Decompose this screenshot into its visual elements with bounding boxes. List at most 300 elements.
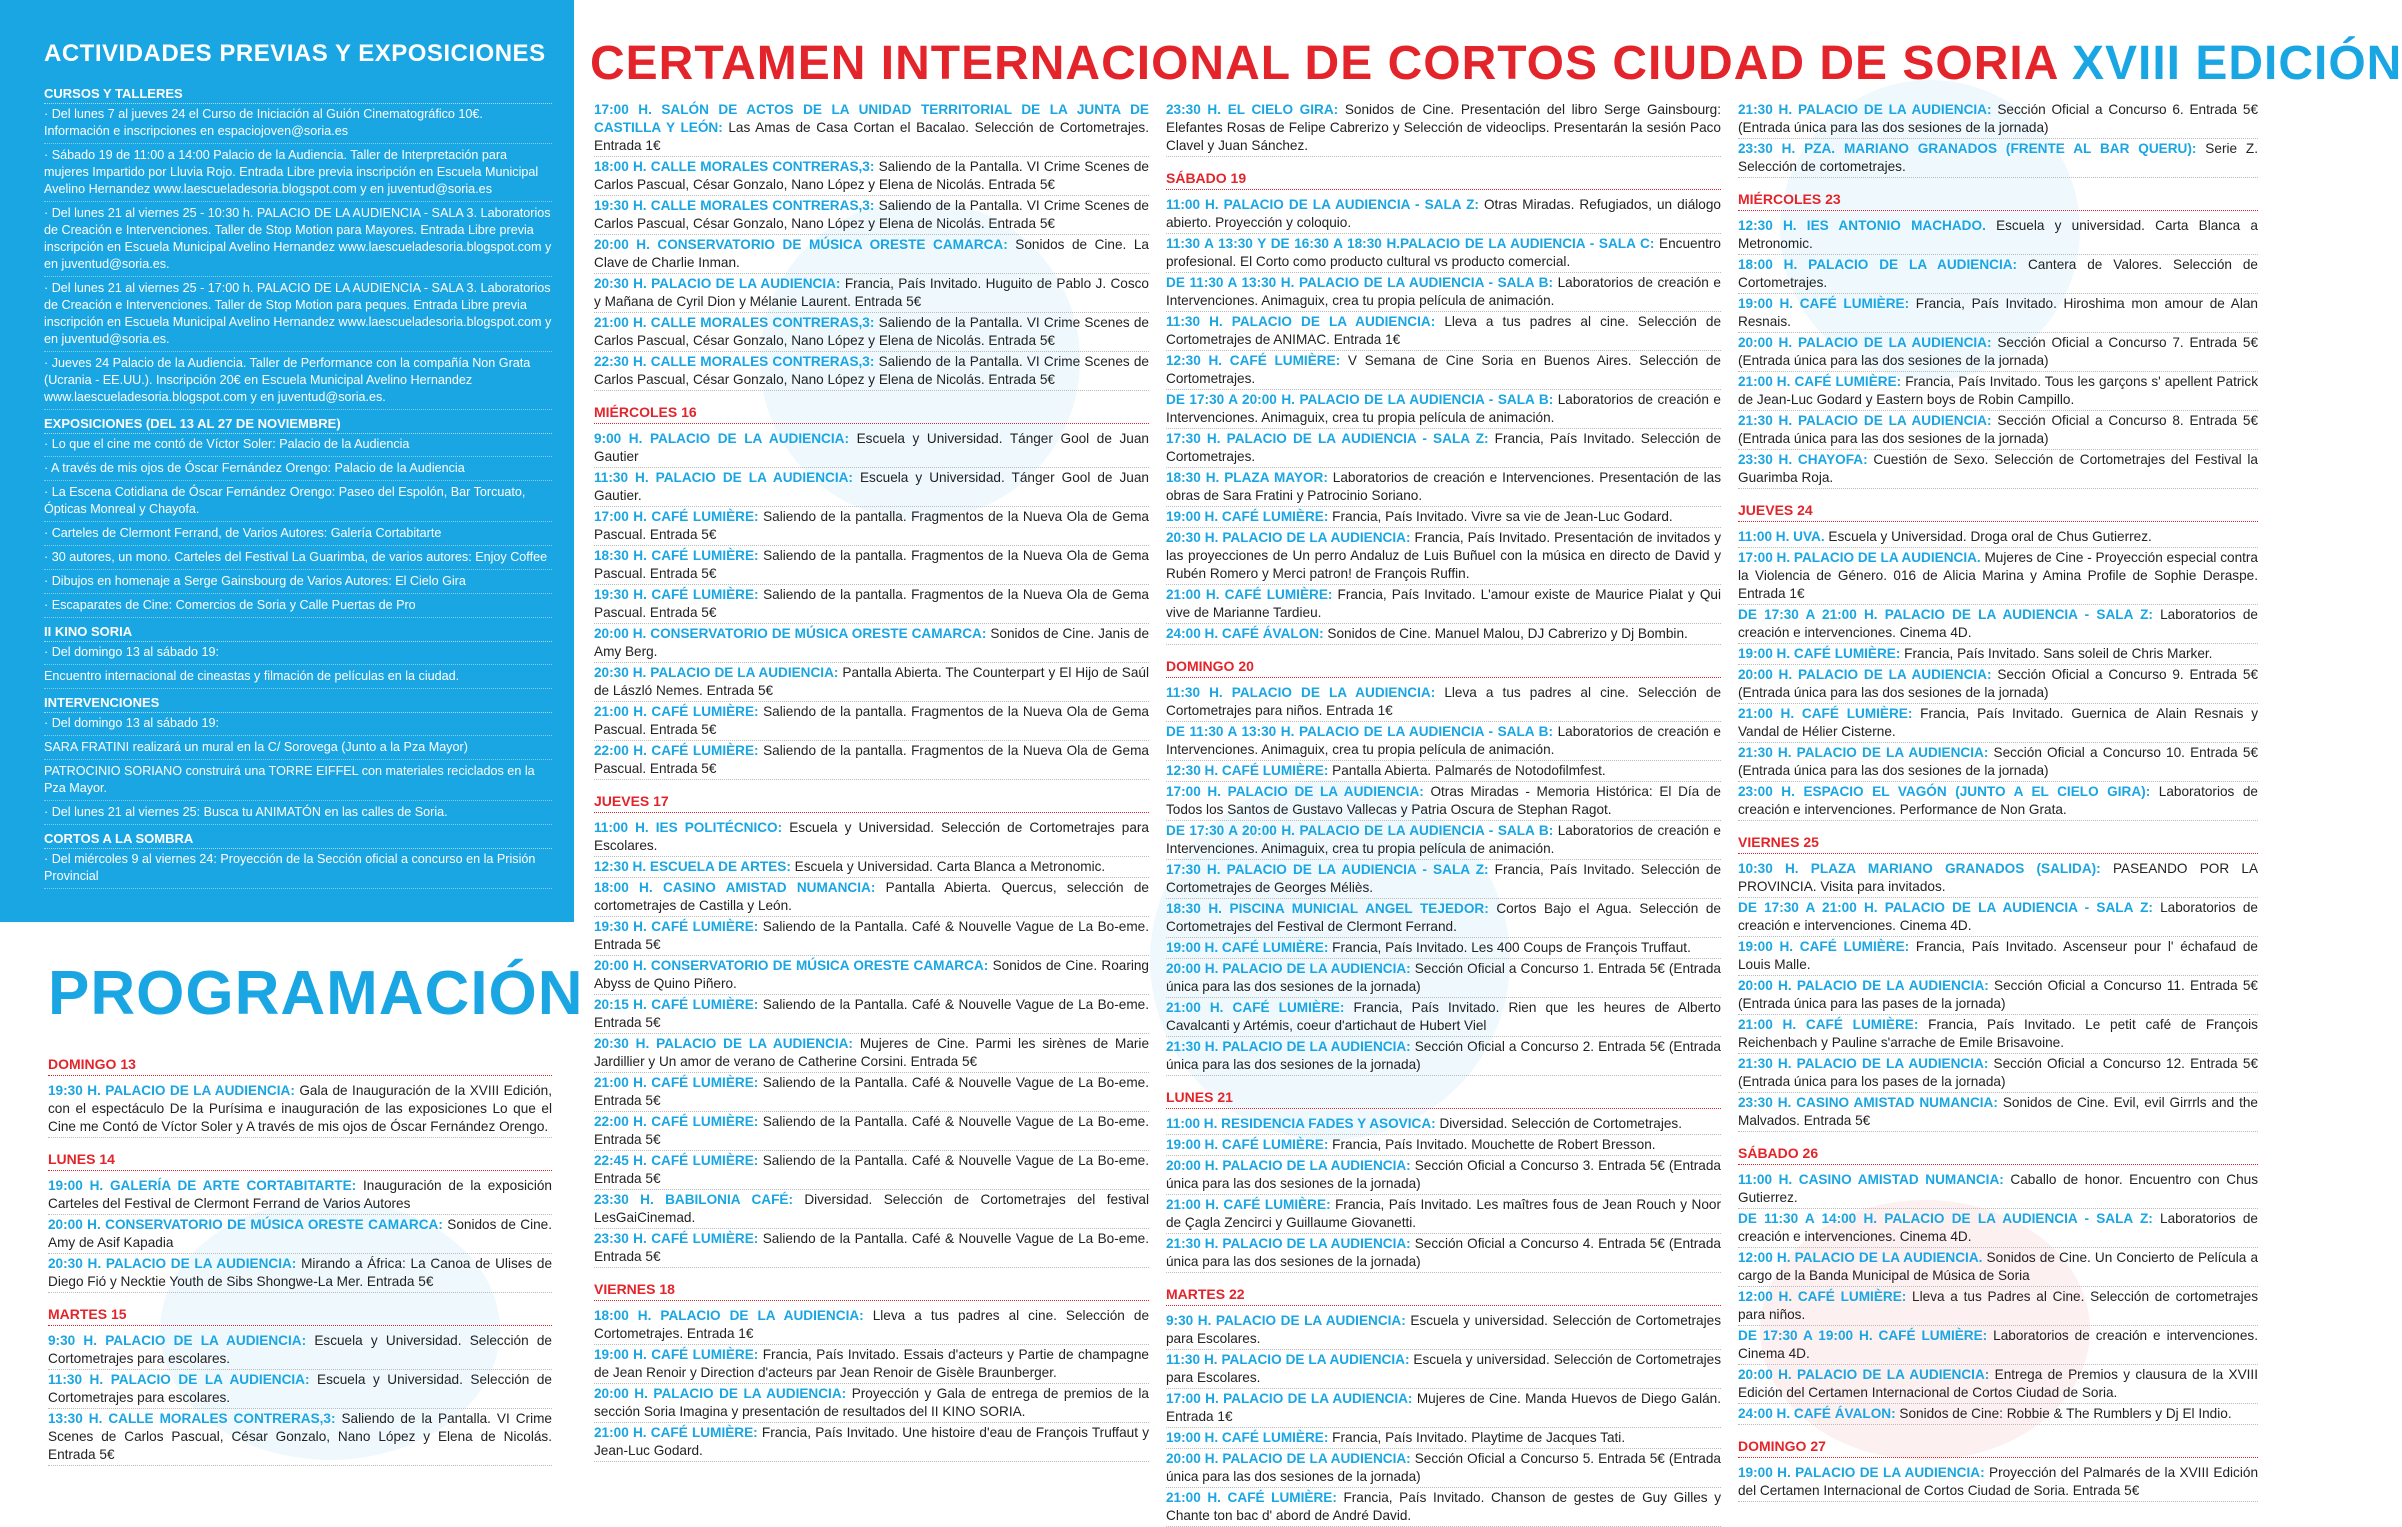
event-description: Pantalla Abierta. Palmarés de Notodofilmfest. <box>1328 763 1606 778</box>
activity-item: · Del domingo 13 al sábado 19: <box>44 715 552 736</box>
schedule-event <box>594 702 1149 741</box>
schedule-event <box>1166 899 1721 938</box>
schedule-event <box>1738 1170 2258 1209</box>
activity-item: Encuentro internacional de cineastas y filmación de películas en la ciudad. <box>44 668 552 689</box>
event-description: Cantera de Valores. Selección de Cortometrajes. <box>1738 257 2258 290</box>
event-time-venue: 21:00 H. CAFÉ LUMIÈRE: <box>1166 587 1333 602</box>
event-time-venue: 13:30 H. CALLE MORALES CONTRERAS,3: <box>48 1411 336 1426</box>
event-description: Saliendo de la pantalla. Fragmentos de la Nueva Ola de Gema Pascual. Entrada 5€ <box>594 548 1149 581</box>
schedule-event <box>1166 1195 1721 1234</box>
schedule-event <box>594 468 1149 507</box>
event-time-venue: 12:00 H. PALACIO DE LA AUDIENCIA. <box>1738 1250 1983 1265</box>
event-time-venue: 11:00 H. CASINO AMISTAD NUMANCIA: <box>1738 1172 2004 1187</box>
event-description: Inauguración de la exposición Carteles del Festival de Clermont Ferrand de Varios Autores <box>48 1178 552 1211</box>
event-time-venue: 12:30 H. CAFÉ LUMIÈRE: <box>1166 763 1329 778</box>
schedule-event <box>1166 1234 1721 1273</box>
event-description: Lleva a tus padres al cine. Selección de Cortometrajes. Entrada 1€ <box>594 1308 1150 1341</box>
day-heading: MIÉRCOLES 23 <box>1738 190 2258 211</box>
event-time-venue: 19:00 H. CAFÉ LUMIÈRE: <box>1166 940 1329 955</box>
schedule-event <box>1166 1428 1721 1449</box>
event-time-venue: 21:00 H. CAFÉ LUMIÈRE: <box>1738 706 1913 721</box>
event-time-venue: DE 17:30 A 20:00 H. PALACIO DE LA AUDIENCIA - SALA B: <box>1166 823 1554 838</box>
event-description: Sección Oficial a Concurso 5. Entrada 5€ (Entrada única para las dos sesiones de la jornada) <box>1166 1451 1721 1484</box>
event-description: PASEANDO POR LA PROVINCIA. Visita para invitados. <box>1738 861 2259 894</box>
event-description: Serie Z. Selección de cortometrajes. <box>1738 141 2258 174</box>
event-description: Francia, País Invitado. Selección de Cortometrajes. <box>1166 431 1721 464</box>
programacion-panel <box>0 922 584 1489</box>
event-time-venue: 19:30 H. PALACIO DE LA AUDIENCIA: <box>48 1083 295 1098</box>
activity-item: PATROCINIO SORIANO construirá una TORRE EIFFEL con materiales reciclados en la Pza Mayor. <box>44 763 552 801</box>
schedule-event <box>1166 1449 1721 1488</box>
event-description: Mirando a África: La Canoa de Ulises de Diego Fió y Necktie Youth de Sibs Shongwe-La Mer. Entrada 5€ <box>48 1256 553 1289</box>
event-description: Escuela y Universidad. Selección de Cortometrajes para escolares. <box>48 1372 552 1405</box>
event-description: Sección Oficial a Concurso 10. Entrada 5€ (Entrada única para las dos sesiones de la jornada) <box>1738 745 2258 778</box>
schedule-event <box>1166 195 1721 234</box>
activity-item: · La Escena Cotidiana de Óscar Fernández Orengo: Paseo del Espolón, Bar Torcuato, Ópticas Monreal y Chayofa. <box>44 484 552 522</box>
event-time-venue: 19:30 H. CAFÉ LUMIÈRE: <box>594 919 759 934</box>
event-time-venue: 21:30 H. PALACIO DE LA AUDIENCIA: <box>1738 413 1992 428</box>
schedule-event <box>594 1034 1149 1073</box>
schedule-event <box>1738 548 2258 605</box>
event-time-venue: 20:00 H. PALACIO DE LA AUDIENCIA: <box>1738 1367 1990 1382</box>
schedule-event <box>1166 1311 1721 1350</box>
day-heading: SÁBADO 19 <box>1166 169 1721 190</box>
schedule-event <box>1166 468 1721 507</box>
event-time-venue: 21:30 H. PALACIO DE LA AUDIENCIA: <box>1166 1039 1411 1054</box>
event-time-venue: 20:30 H. PALACIO DE LA AUDIENCIA: <box>1166 530 1411 545</box>
schedule-event <box>1166 273 1721 312</box>
schedule-column <box>48 1055 552 1466</box>
schedule-event <box>1738 1054 2258 1093</box>
event-description: Francia, País Invitado. Hiroshima mon amour de Alan Resnais. <box>1738 296 2258 329</box>
event-description: Saliendo de la pantalla. Fragmentos de la Nueva Ola de Gema Pascual. Entrada 5€ <box>594 509 1149 542</box>
event-time-venue: 11:30 H. PALACIO DE LA AUDIENCIA: <box>594 470 853 485</box>
event-time-venue: 23:30 H. PZA. MARIANO GRANADOS (FRENTE AL BAR QUERU): <box>1738 141 2197 156</box>
event-time-venue: 11:30 H. PALACIO DE LA AUDIENCIA: <box>48 1372 310 1387</box>
schedule-event <box>1738 704 2258 743</box>
event-description: Saliendo de la Pantalla. VI Crime Scenes de Carlos Pascual, César Gonzalo, Nano López y Elena de Nicolás. Entrada 5€ <box>594 159 1149 192</box>
event-time-venue: 11:30 A 13:30 Y DE 16:30 A 18:30 H.PALACIO DE LA AUDIENCIA - SALA C: <box>1166 236 1655 251</box>
event-description: Entrega de Premios y clausura de la XVIII Edición del Certamen Internacional de Cortos Ciudad de Soria. <box>1738 1367 2258 1400</box>
schedule-event <box>1738 450 2258 489</box>
event-time-venue: 20:00 H. PALACIO DE LA AUDIENCIA: <box>594 1386 847 1401</box>
activity-item: · Lo que el cine me contó de Víctor Soler: Palacio de la Audiencia <box>44 436 552 457</box>
event-description: Francia, País Invitado. Guernica de Alain Resnais y Vandal de Hélier Cisterne. <box>1738 706 2258 739</box>
event-time-venue: 20:00 H. PALACIO DE LA AUDIENCIA: <box>1738 335 1992 350</box>
event-time-venue: 20:00 H. PALACIO DE LA AUDIENCIA: <box>1738 667 1992 682</box>
schedule-event <box>594 274 1149 313</box>
event-description: Sonidos de Cine. Presentación del libro Serge Gainsbourg: Elefantes Rosas de Felipe Cabrerizo y Selección de videoclips. Presentarán la sesión Paco Clavel y Juan Sánchez. <box>1166 102 1721 153</box>
event-description: Francia, País Invitado. Chanson de gestes de Guy Gilles y Chante ton bac d' abord de André David. <box>1166 1490 1721 1523</box>
event-time-venue: 18:00 H. PALACIO DE LA AUDIENCIA: <box>594 1308 864 1323</box>
schedule-event <box>594 1112 1149 1151</box>
schedule-event <box>1166 507 1721 528</box>
event-time-venue: DE 17:30 A 20:00 H. PALACIO DE LA AUDIENCIA - SALA B: <box>1166 392 1554 407</box>
activity-item: · Del lunes 21 al viernes 25: Busca tu ANIMATÓN en las calles de Soria. <box>44 804 552 825</box>
event-time-venue: 17:30 H. PALACIO DE LA AUDIENCIA - SALA Z: <box>1166 431 1489 446</box>
event-description: Francia, País Invitado. L'amour existe de Maurice Pialat y Qui vive de Marianne Tardieu. <box>1166 587 1721 620</box>
schedule-event <box>594 313 1149 352</box>
schedule-event <box>48 1370 552 1409</box>
schedule-event <box>594 429 1149 468</box>
schedule-event <box>1166 1135 1721 1156</box>
day-heading: LUNES 21 <box>1166 1088 1721 1109</box>
event-description: Laboratorios de creación e intervenciones. Cinema 4D. <box>1738 900 2258 933</box>
schedule-event <box>1166 821 1721 860</box>
schedule-event <box>1738 100 2258 139</box>
event-time-venue: 20:00 H. PALACIO DE LA AUDIENCIA: <box>1166 1158 1411 1173</box>
schedule-event <box>1166 585 1721 624</box>
event-description: Sección Oficial a Concurso 8. Entrada 5€ (Entrada única para las dos sesiones de la jornada) <box>1738 413 2259 446</box>
event-description: Escuela y universidad. Selección de Cortometrajes para Escolares. <box>1166 1352 1722 1385</box>
event-time-venue: 9:00 H. PALACIO DE LA AUDIENCIA: <box>594 431 849 446</box>
event-description: Pantalla Abierta. Quercus, selección de cortometrajes de Castilla y León. <box>594 880 1149 913</box>
event-description: Lleva a tus padres al cine. Selección de Cortometrajes de ANIMAC. Entrada 1€ <box>1166 314 1722 347</box>
event-time-venue: 11:00 H. UVA. <box>1738 529 1825 544</box>
event-time-venue: 11:00 H. RESIDENCIA FADES Y ASOVICA: <box>1166 1116 1436 1131</box>
schedule-event <box>594 1306 1149 1345</box>
day-heading: SÁBADO 26 <box>1738 1144 2258 1165</box>
event-description: Saliendo de la Pantalla. VI Crime Scenes de Carlos Pascual, César Gonzalo, Nano López y Elena de Nicolás. Entrada 5€ <box>594 315 1149 348</box>
event-description: Saliendo de la Pantalla. Café & Nouvelle Vague de La Bo-eme. Entrada 5€ <box>594 1231 1149 1264</box>
day-heading: JUEVES 24 <box>1738 501 2258 522</box>
event-time-venue: 19:00 H. GALERÍA DE ARTE CORTABITARTE: <box>48 1178 357 1193</box>
event-time-venue: 23:30 H. CASINO AMISTAD NUMANCIA: <box>1738 1095 1998 1110</box>
event-description: Diversidad. Selección de Cortometrajes. <box>1435 1116 1682 1131</box>
event-time-venue: 11:30 H. PALACIO DE LA AUDIENCIA: <box>1166 1352 1410 1367</box>
schedule-event <box>1166 1389 1721 1428</box>
event-time-venue: 24:00 H. CAFÉ ÁVALON: <box>1738 1406 1896 1421</box>
event-time-venue: 19:00 H. CAFÉ LUMIÈRE: <box>1738 296 1910 311</box>
event-time-venue: 21:30 H. PALACIO DE LA AUDIENCIA: <box>1738 745 1989 760</box>
event-description: Gala de Inauguración de la XVIII Edición, con el espectáculo De la Purísima e inauguración de las exposiciones Lo que el Cine me Contó de Víctor Soler y A través de mis ojos de Óscar Fernández Orengo. <box>48 1083 553 1134</box>
event-description: Francia, País Invitado. Mouchette de Robert Bresson. <box>1328 1137 1656 1152</box>
day-heading: DOMINGO 27 <box>1738 1437 2258 1458</box>
schedule-event <box>1738 937 2258 976</box>
day-heading: JUEVES 17 <box>594 792 1149 813</box>
event-time-venue: DE 11:30 A 13:30 H. PALACIO DE LA AUDIENCIA - SALA B: <box>1166 275 1554 290</box>
event-description: Sonidos de Cine. Amy de Asif Kapadia <box>48 1217 552 1250</box>
activities-section-title: CORTOS A LA SOMBRA <box>44 831 552 849</box>
event-time-venue: 11:30 H. PALACIO DE LA AUDIENCIA: <box>1166 314 1436 329</box>
event-time-venue: 17:00 H. CAFÉ LUMIÈRE: <box>594 509 759 524</box>
event-time-venue: DE 17:30 A 21:00 H. PALACIO DE LA AUDIENCIA - SALA Z: <box>1738 900 2153 915</box>
schedule-column <box>1738 100 2259 1498</box>
event-time-venue: 21:00 H. CAFÉ LUMIÈRE: <box>1166 1197 1331 1212</box>
event-time-venue: 18:30 H. PISCINA MUNICIAL ANGEL TEJEDOR: <box>1166 901 1489 916</box>
schedule-column <box>594 100 1149 1480</box>
event-description: Mujeres de Cine - Proyección especial contra la Violencia de Género. 016 de Alicia Marina y Amina Profile de Sophie Deraspe. Entrada 1€ <box>1738 550 2258 601</box>
activities-section-title: INTERVENCIONES <box>44 695 552 713</box>
schedule-event <box>594 917 1149 956</box>
day-heading: VIERNES 18 <box>594 1280 1149 1301</box>
event-time-venue: 21:00 H. CAFÉ LUMIÈRE: <box>594 1425 758 1440</box>
schedule-event <box>1738 1093 2258 1132</box>
schedule-event <box>1738 527 2258 548</box>
schedule-event <box>1738 1404 2258 1425</box>
schedule-event <box>1738 605 2258 644</box>
schedule-event <box>594 196 1149 235</box>
event-time-venue: 20:00 H. PALACIO DE LA AUDIENCIA: <box>1166 1451 1411 1466</box>
event-time-venue: 20:30 H. PALACIO DE LA AUDIENCIA: <box>594 665 839 680</box>
event-time-venue: 20:00 H. CONSERVATORIO DE MÚSICA ORESTE CAMARCA: <box>594 237 1008 252</box>
schedule-event <box>594 1151 1149 1190</box>
event-description: Laboratorios de creación e Intervenciones. Animaguix, crea tu propia película de animación. <box>1166 823 1721 856</box>
event-time-venue: 21:00 H. CAFÉ LUMIÈRE: <box>594 1075 759 1090</box>
event-description: Laboratorios de creación e intervenciones. Cinema 4D. <box>1738 607 2258 640</box>
event-description: Saliendo de la Pantalla. Café & Nouvelle Vague de La Bo-eme. Entrada 5€ <box>594 1114 1149 1147</box>
schedule-event <box>594 1229 1149 1268</box>
schedule-event <box>1738 411 2258 450</box>
schedule-column <box>1166 100 1722 1523</box>
event-time-venue: DE 17:30 A 21:00 H. PALACIO DE LA AUDIENCIA - SALA Z: <box>1738 607 2153 622</box>
event-time-venue: 17:00 H. SALÓN DE ACTOS DE LA UNIDAD TERRITORIAL DE LA JUNTA DE CASTILLA Y LEÓN: <box>594 102 1149 135</box>
schedule-event <box>594 995 1149 1034</box>
schedule-event <box>1166 761 1721 782</box>
event-description: Proyección del Palmarés de la XVIII Edición del Certamen Internacional de Cortos Ciudad de Soria. Entrada 5€ <box>1738 1465 2258 1498</box>
activities-sections <box>44 86 552 889</box>
activities-panel <box>0 0 574 922</box>
day-heading: DOMINGO 20 <box>1166 657 1721 678</box>
event-description: Mujeres de Cine. Manda Huevos de Diego Galán. Entrada 1€ <box>1166 1391 1722 1424</box>
event-time-venue: 18:30 H. CAFÉ LUMIÈRE: <box>594 548 759 563</box>
schedule-event <box>594 585 1149 624</box>
event-time-venue: 22:30 H. CALLE MORALES CONTRERAS,3: <box>594 354 875 369</box>
schedule-event <box>1738 1365 2258 1404</box>
event-time-venue: 10:30 H. PLAZA MARIANO GRANADOS (SALIDA): <box>1738 861 2101 876</box>
schedule-event <box>48 1176 552 1215</box>
event-time-venue: 19:00 H. CAFÉ LUMIÈRE: <box>1738 939 1910 954</box>
event-description: Francia, País Invitado. Sans soleil de Chris Marker. <box>1900 646 2213 661</box>
event-time-venue: 22:00 H. CAFÉ LUMIÈRE: <box>594 743 759 758</box>
event-description: Saliendo de la pantalla. Fragmentos de la Nueva Ola de Gema Pascual. Entrada 5€ <box>594 743 1149 776</box>
event-description: Lleva a tus Padres al Cine. Selección de cortometrajes para niños. <box>1738 1289 2258 1322</box>
activities-section-title: II KINO SORIA <box>44 624 552 642</box>
event-description: Proyección y Gala de entrega de premios de la sección Soria Imagina y presentación de resultados del II KINO SORIA. <box>594 1386 1149 1419</box>
activity-item: · Del miércoles 9 al viernes 24: Proyección de la Sección oficial a concurso en la Prisión Provincial <box>44 851 552 889</box>
event-description: Sección Oficial a Concurso 9. Entrada 5€ (Entrada única para las dos sesiones de la jornada) <box>1738 667 2259 700</box>
event-time-venue: 9:30 H. PALACIO DE LA AUDIENCIA: <box>48 1333 307 1348</box>
festival-name: CERTAMEN INTERNACIONAL DE CORTOS CIUDAD DE SORIA <box>590 37 2058 90</box>
event-description: Sección Oficial a Concurso 6. Entrada 5€ (Entrada única para las dos sesiones de la jornada) <box>1738 102 2259 135</box>
event-time-venue: 21:30 H. PALACIO DE LA AUDIENCIA: <box>1738 102 1992 117</box>
schedule-event <box>1166 722 1721 761</box>
event-description: Francia, País Invitado. Playtime de Jacques Tati. <box>1328 1430 1626 1445</box>
schedule-event <box>1166 998 1721 1037</box>
schedule-event <box>1738 1015 2258 1054</box>
edition-label: XVIII EDICIÓN <box>2071 37 2402 90</box>
schedule-event <box>594 818 1149 857</box>
event-time-venue: 20:00 H. CONSERVATORIO DE MÚSICA ORESTE CAMARCA: <box>48 1217 443 1232</box>
activity-item: · Del lunes 7 al jueves 24 el Curso de Iniciación al Guión Cinematográfico 10€. Información e inscripciones en espaciojoven@soria.es <box>44 106 552 144</box>
event-time-venue: 21:00 H. CAFÉ LUMIÈRE: <box>594 704 759 719</box>
event-time-venue: 12:30 H. IES ANTONIO MACHADO. <box>1738 218 1986 233</box>
event-description: Otras Miradas - Memoria Histórica: El Día de Todos los Santos de Gustavo Vallecas y Patria Oscura de Stephan Ragot. <box>1166 784 1721 817</box>
event-description: Sonidos de Cine: Robbie & The Rumblers y Dj El Indio. <box>1895 1406 2232 1421</box>
event-description: Sonidos de Cine. Manuel Malou, DJ Cabrerizo y Dj Bombin. <box>1323 626 1688 641</box>
schedule-event <box>594 1190 1149 1229</box>
activity-item: · Del lunes 21 al viernes 25 - 17:00 h. PALACIO DE LA AUDIENCIA - SALA 3. Laboratorios de Creación e Intervenciones. Taller de Stop Motion para peques. Entrada Libre previa inscripción en Escuela Municipal Avelino Hernandez www.laescueladesoria.blogspot.com y en juventud@soria.es. <box>44 280 552 352</box>
schedule-event <box>48 1331 552 1370</box>
event-time-venue: 19:00 H. CAFÉ LUMIÈRE: <box>1738 646 1901 661</box>
event-description: Saliendo de la Pantalla. Café & Nouvelle Vague de La Bo-eme. Entrada 5€ <box>594 919 1149 952</box>
schedule-event <box>1738 782 2258 821</box>
event-description: Pantalla Abierta. The Counterpart y El Hijo de Saúl de László Nemes. Entrada 5€ <box>594 665 1150 698</box>
event-time-venue: 19:30 H. CALLE MORALES CONTRERAS,3: <box>594 198 875 213</box>
page-title <box>590 36 2402 91</box>
event-time-venue: 11:30 H. PALACIO DE LA AUDIENCIA: <box>1166 685 1436 700</box>
event-description: Francia, País Invitado. Rien que les heures de Alberto Cavalcanti y Artémis, coeur d'artichaut de Hubert Viel <box>1166 1000 1721 1033</box>
event-description: Encuentro profesional. El Corto como producto cultural vs producto comercial. <box>1166 236 1721 269</box>
schedule-event <box>594 235 1149 274</box>
event-time-venue: 23:30 H. CAFÉ LUMIÈRE: <box>594 1231 759 1246</box>
activities-section-title: CURSOS Y TALLERES <box>44 86 552 104</box>
schedule-event <box>1738 1463 2258 1502</box>
day-heading: LUNES 14 <box>48 1150 552 1171</box>
schedule-event <box>594 1073 1149 1112</box>
schedule-event <box>594 624 1149 663</box>
event-description: Saliendo de la Pantalla. Café & Nouvelle Vague de La Bo-eme. Entrada 5€ <box>594 997 1149 1030</box>
programacion-title: PROGRAMACIÓN <box>48 959 584 1028</box>
schedule-event <box>1738 976 2258 1015</box>
schedule-event <box>1738 743 2258 782</box>
event-description: Escuela y universidad. Selección de Cortometrajes para Escolares. <box>1166 1313 1721 1346</box>
schedule-event <box>594 878 1149 917</box>
day-heading: MIÉRCOLES 16 <box>594 403 1149 424</box>
event-description: Cortos Bajo el Agua. Selección de Cortometrajes del Festival de Clermont Ferrand. <box>1166 901 1721 934</box>
event-time-venue: 18:00 H. PALACIO DE LA AUDIENCIA: <box>1738 257 2018 272</box>
event-description: Sección Oficial a Concurso 11. Entrada 5€ (Entrada única para las pases de la jornada) <box>1738 978 2258 1011</box>
event-time-venue: 11:00 H. IES POLITÉCNICO: <box>594 820 783 835</box>
schedule-event <box>1738 216 2258 255</box>
event-time-venue: 18:00 H. CASINO AMISTAD NUMANCIA: <box>594 880 876 895</box>
event-description: Laboratorios de creación e Intervenciones. Animaguix, crea tu propia película de animación. <box>1166 392 1721 425</box>
schedule-event <box>48 1215 552 1254</box>
schedule-event <box>1738 898 2258 937</box>
schedule-event <box>1166 1156 1721 1195</box>
event-time-venue: 20:15 H. CAFÉ LUMIÈRE: <box>594 997 759 1012</box>
event-time-venue: 19:00 H. PALACIO DE LA AUDIENCIA: <box>1738 1465 1985 1480</box>
event-description: Saliendo de la Pantalla. VI Crime Scenes de Carlos Pascual, César Gonzalo, Nano López y Elena de Nicolás. Entrada 5€ <box>594 354 1149 387</box>
event-time-venue: 21:00 H. CAFÉ LUMIÈRE: <box>1166 1490 1337 1505</box>
event-time-venue: DE 11:30 A 13:30 H. PALACIO DE LA AUDIENCIA - SALA B: <box>1166 724 1554 739</box>
event-description: Sección Oficial a Concurso 1. Entrada 5€ (Entrada única para las dos sesiones de la jornada) <box>1166 961 1721 994</box>
event-time-venue: 21:00 H. CALLE MORALES CONTRERAS,3: <box>594 315 875 330</box>
event-time-venue: 19:00 H. CAFÉ LUMIÈRE: <box>594 1347 759 1362</box>
schedule-event <box>1166 782 1721 821</box>
event-time-venue: 21:00 H. CAFÉ LUMIÈRE: <box>1738 1017 1919 1032</box>
event-time-venue: DE 17:30 A 19:00 H. CAFÉ LUMIÈRE: <box>1738 1328 1988 1343</box>
schedule-event <box>1166 312 1721 351</box>
event-description: Escuela y universidad. Carta Blanca a Metronomic. <box>1738 218 2258 251</box>
event-description: Sonidos de Cine. Janis de Amy Berg. <box>594 626 1150 659</box>
event-description: Francia, País Invitado. Vivre sa vie de Jean-Luc Godard. <box>1328 509 1673 524</box>
event-time-venue: 20:00 H. PALACIO DE LA AUDIENCIA: <box>1166 961 1411 976</box>
event-time-venue: 20:30 H. PALACIO DE LA AUDIENCIA: <box>48 1256 297 1271</box>
event-description: Escuela y Universidad. Selección de Cortometrajes para escolares. <box>48 1333 552 1366</box>
event-description: Francia, País Invitado. Huguito de Pablo J. Cosco y Mañana de Cyril Dion y Mélanie Laurent. Entrada 5€ <box>594 276 1149 309</box>
schedule-event <box>1738 294 2258 333</box>
schedule-event <box>1166 100 1721 157</box>
event-description: Sonidos de Cine. Evil, evil Girrrls and the Malvados. Entrada 5€ <box>1738 1095 2258 1128</box>
event-description: Sección Oficial a Concurso 4. Entrada 5€ (Entrada única para las dos sesiones de la jornada) <box>1166 1236 1721 1269</box>
event-description: Laboratorios de creación e intervenciones. Performance de Non Grata. <box>1738 784 2258 817</box>
activity-item: · 30 autores, un mono. Carteles del Festival La Guarimba, de varios autores: Enjoy Coffee <box>44 549 552 570</box>
event-description: Sección Oficial a Concurso 7. Entrada 5€ (Entrada única para las dos sesiones de la jornada) <box>1738 335 2259 368</box>
event-time-venue: 17:00 H. PALACIO DE LA AUDIENCIA. <box>1738 550 1981 565</box>
event-time-venue: 20:00 H. CONSERVATORIO DE MÚSICA ORESTE CAMARCA: <box>594 958 989 973</box>
schedule-event <box>594 157 1149 196</box>
event-description: Saliendo de la pantalla. Fragmentos de la Nueva Ola de Gema Pascual. Entrada 5€ <box>594 587 1149 620</box>
schedule-event <box>1738 644 2258 665</box>
event-description: Otras Miradas. Refugiados, un diálogo abierto. Proyección y coloquio. <box>1166 197 1721 230</box>
event-description: Saliendo de la Pantalla. VI Crime Scenes de Carlos Pascual, César Gonzalo, Nano López y Elena de Nicolás. Entrada 5€ <box>48 1411 552 1462</box>
schedule-event <box>1738 139 2258 178</box>
event-time-venue: 21:30 H. PALACIO DE LA AUDIENCIA: <box>1738 1056 1989 1071</box>
event-time-venue: 24:00 H. CAFÉ ÁVALON: <box>1166 626 1324 641</box>
schedule-event <box>594 1384 1149 1423</box>
schedule-event <box>1738 665 2258 704</box>
schedule-event <box>1738 1209 2258 1248</box>
event-description: Francia, País Invitado. Une histoire d'eau de François Truffaut y Jean-Luc Godard. <box>594 1425 1149 1458</box>
event-time-venue: 23:00 H. ESPACIO EL VAGÓN (JUNTO A EL CIELO GIRA): <box>1738 784 2151 799</box>
schedule-event <box>1166 1037 1721 1076</box>
event-description: Francia, País Invitado. Le petit café de François Reichenbach y Pauline s'arrache de Emile Brisavoine. <box>1738 1017 2258 1050</box>
schedule-event <box>48 1081 552 1138</box>
event-description: Laboratorios de creación e intervenciones. Cinema 4D. <box>1738 1328 2258 1361</box>
event-time-venue: 9:30 H. PALACIO DE LA AUDIENCIA: <box>1166 1313 1406 1328</box>
event-time-venue: 19:00 H. CAFÉ LUMIÈRE: <box>1166 1430 1329 1445</box>
event-time-venue: 12:30 H. CAFÉ LUMIÈRE: <box>1166 353 1341 368</box>
event-time-venue: 20:00 H. CONSERVATORIO DE MÚSICA ORESTE CAMARCA: <box>594 626 987 641</box>
event-time-venue: 22:45 H. CAFÉ LUMIÈRE: <box>594 1153 759 1168</box>
event-description: Francia, País Invitado. Presentación de invitados y las proyecciones de Un perro Andaluz de Luis Buñuel con la música en directo de David y Rubén Romero y Merci patron! de François Ruffin. <box>1166 530 1722 581</box>
event-description: Sonidos de Cine. Roaring Abyss de Quino Piñero. <box>594 958 1149 991</box>
event-description: Sección Oficial a Concurso 12. Entrada 5€ (Entrada única para los pases de la jornada) <box>1738 1056 2258 1089</box>
schedule-event <box>1738 372 2258 411</box>
event-time-venue: 23:30 H. BABILONIA CAFÉ: <box>594 1192 793 1207</box>
schedule-event <box>594 546 1149 585</box>
event-time-venue: 17:00 H. PALACIO DE LA AUDIENCIA: <box>1166 1391 1413 1406</box>
schedule-event <box>594 741 1149 780</box>
event-description: Laboratorios de creación e Intervenciones. Presentación de las obras de Sara Fratini y Patrocinio Soriano. <box>1166 470 1721 503</box>
schedule-event <box>1166 234 1721 273</box>
activity-item: · Escaparates de Cine: Comercios de Soria y Calle Puertas de Pro <box>44 597 552 618</box>
event-description: Saliendo de la Pantalla. Café & Nouvelle Vague de La Bo-eme. Entrada 5€ <box>594 1153 1149 1186</box>
schedule-event <box>1738 255 2258 294</box>
activities-section-title: EXPOSICIONES (DEL 13 AL 27 DE NOVIEMBRE) <box>44 416 552 434</box>
event-time-venue: 21:00 H. CAFÉ LUMIÈRE: <box>1166 1000 1345 1015</box>
activity-item: · Carteles de Clermont Ferrand, de Varios Autores: Galería Cortabitarte <box>44 525 552 546</box>
schedule-event <box>1166 1114 1721 1135</box>
event-description: Cuestión de Sexo. Selección de Cortometrajes del Festival la Guarimba Roja. <box>1738 452 2258 485</box>
event-description: Saliendo de la Pantalla. VI Crime Scenes de Carlos Pascual, César Gonzalo, Nano López y Elena de Nicolás. Entrada 5€ <box>594 198 1149 231</box>
event-description: Francia, País Invitado. Tous les garçons s' apellent Patrick de Jean-Luc Godard y Eastern boys de Robin Campillo. <box>1738 374 2258 407</box>
event-description: Laboratorios de creación e intervenciones. Cinema 4D. <box>1738 1211 2258 1244</box>
event-time-venue: 19:00 H. CAFÉ LUMIÈRE: <box>1166 509 1329 524</box>
event-description: Francia, País Invitado. Les maîtres fous de Jean Rouch y Noor de Çagla Zencirci y Guillaume Giovanetti. <box>1166 1197 1721 1230</box>
event-description: Sonidos de Cine. La Clave de Charlie Inman. <box>594 237 1149 270</box>
event-description: Las Amas de Casa Cortan el Bacalao. Selección de Cortometrajes. Entrada 1€ <box>594 120 1149 153</box>
event-time-venue: 20:30 H. PALACIO DE LA AUDIENCIA: <box>594 276 841 291</box>
event-time-venue: 18:30 H. PLAZA MAYOR: <box>1166 470 1328 485</box>
event-time-venue: 21:00 H. CAFÉ LUMIÈRE: <box>1738 374 1902 389</box>
event-time-venue: 17:30 H. PALACIO DE LA AUDIENCIA - SALA Z: <box>1166 862 1489 877</box>
day-heading: DOMINGO 13 <box>48 1055 552 1076</box>
activity-item: · Del domingo 13 al sábado 19: <box>44 644 552 665</box>
schedule-event <box>594 352 1149 391</box>
event-description: Saliendo de la pantalla. Fragmentos de la Nueva Ola de Gema Pascual. Entrada 5€ <box>594 704 1149 737</box>
